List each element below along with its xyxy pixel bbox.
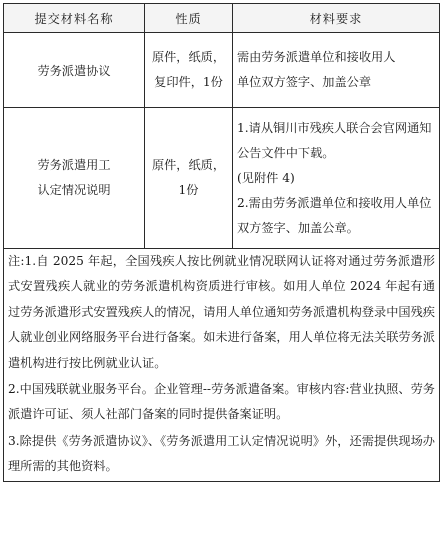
- table-header-row: [4, 4, 440, 33]
- requirements-cell: [233, 33, 440, 108]
- property-line: 复印件，1份: [154, 75, 223, 89]
- note-paragraph: 3.除提供《劳务派遣协议》、《劳务派遣用工认定情况说明》外，还需提供现场办理所需的其他资料。: [8, 433, 435, 474]
- property-line: 原件，纸质，: [151, 50, 226, 64]
- property-line: 1份: [178, 183, 199, 197]
- requirement-line: 单位双方签字、加盖公章: [237, 75, 372, 89]
- notes-row: [4, 249, 440, 482]
- header-material-name: 提交材料名称: [4, 4, 145, 33]
- materials-table: [3, 3, 440, 482]
- requirement-item: 1.请从铜川市残疾人联合会官网通知公告文件中下载。: [237, 120, 432, 160]
- material-name-cell: 劳务派遣协议: [4, 33, 145, 108]
- material-name-line: 劳务派遣用工: [37, 158, 111, 172]
- table-row: [4, 108, 440, 249]
- table-row: [4, 33, 440, 108]
- material-name-line: 认定情况说明: [37, 183, 111, 197]
- material-name-cell: [4, 108, 145, 249]
- requirement-item: (见附件 4): [237, 170, 295, 185]
- note-paragraph: 注:1.自 2025 年起，全国残疾人按比例就业情况联网认证将对通过劳务派遣形式安置残疾人就业的劳务派遣机构资质进行审核。如用人单位 2024 年起有通过劳务派遣形式安置残疾人的情况，请用人单位通知劳务派遣机构登录中国残疾人就业创业网络服务平台进行备案。如未进行备案，用人单位将无法关联劳务派遣机构进行按比例就业认证。: [8, 254, 435, 370]
- property-cell: [145, 108, 233, 249]
- requirements-cell: [233, 108, 440, 249]
- header-property: 性质: [145, 4, 233, 33]
- requirement-item: 2.需由劳务派遣单位和接收用人单位双方签字、加盖公章。: [237, 195, 432, 235]
- property-line: 原件，纸质，: [151, 158, 226, 172]
- note-paragraph: 2.中国残联就业服务平台。企业管理--劳务派遣备案。审核内容:营业执照、劳务派遣许可证、须人社部门备案的同时提供备案证明。: [8, 382, 435, 422]
- requirement-line: 需由劳务派遣单位和接收用人: [237, 50, 396, 64]
- property-cell: [145, 33, 233, 108]
- notes-cell: [4, 249, 440, 482]
- header-requirements: 材料要求: [233, 4, 440, 33]
